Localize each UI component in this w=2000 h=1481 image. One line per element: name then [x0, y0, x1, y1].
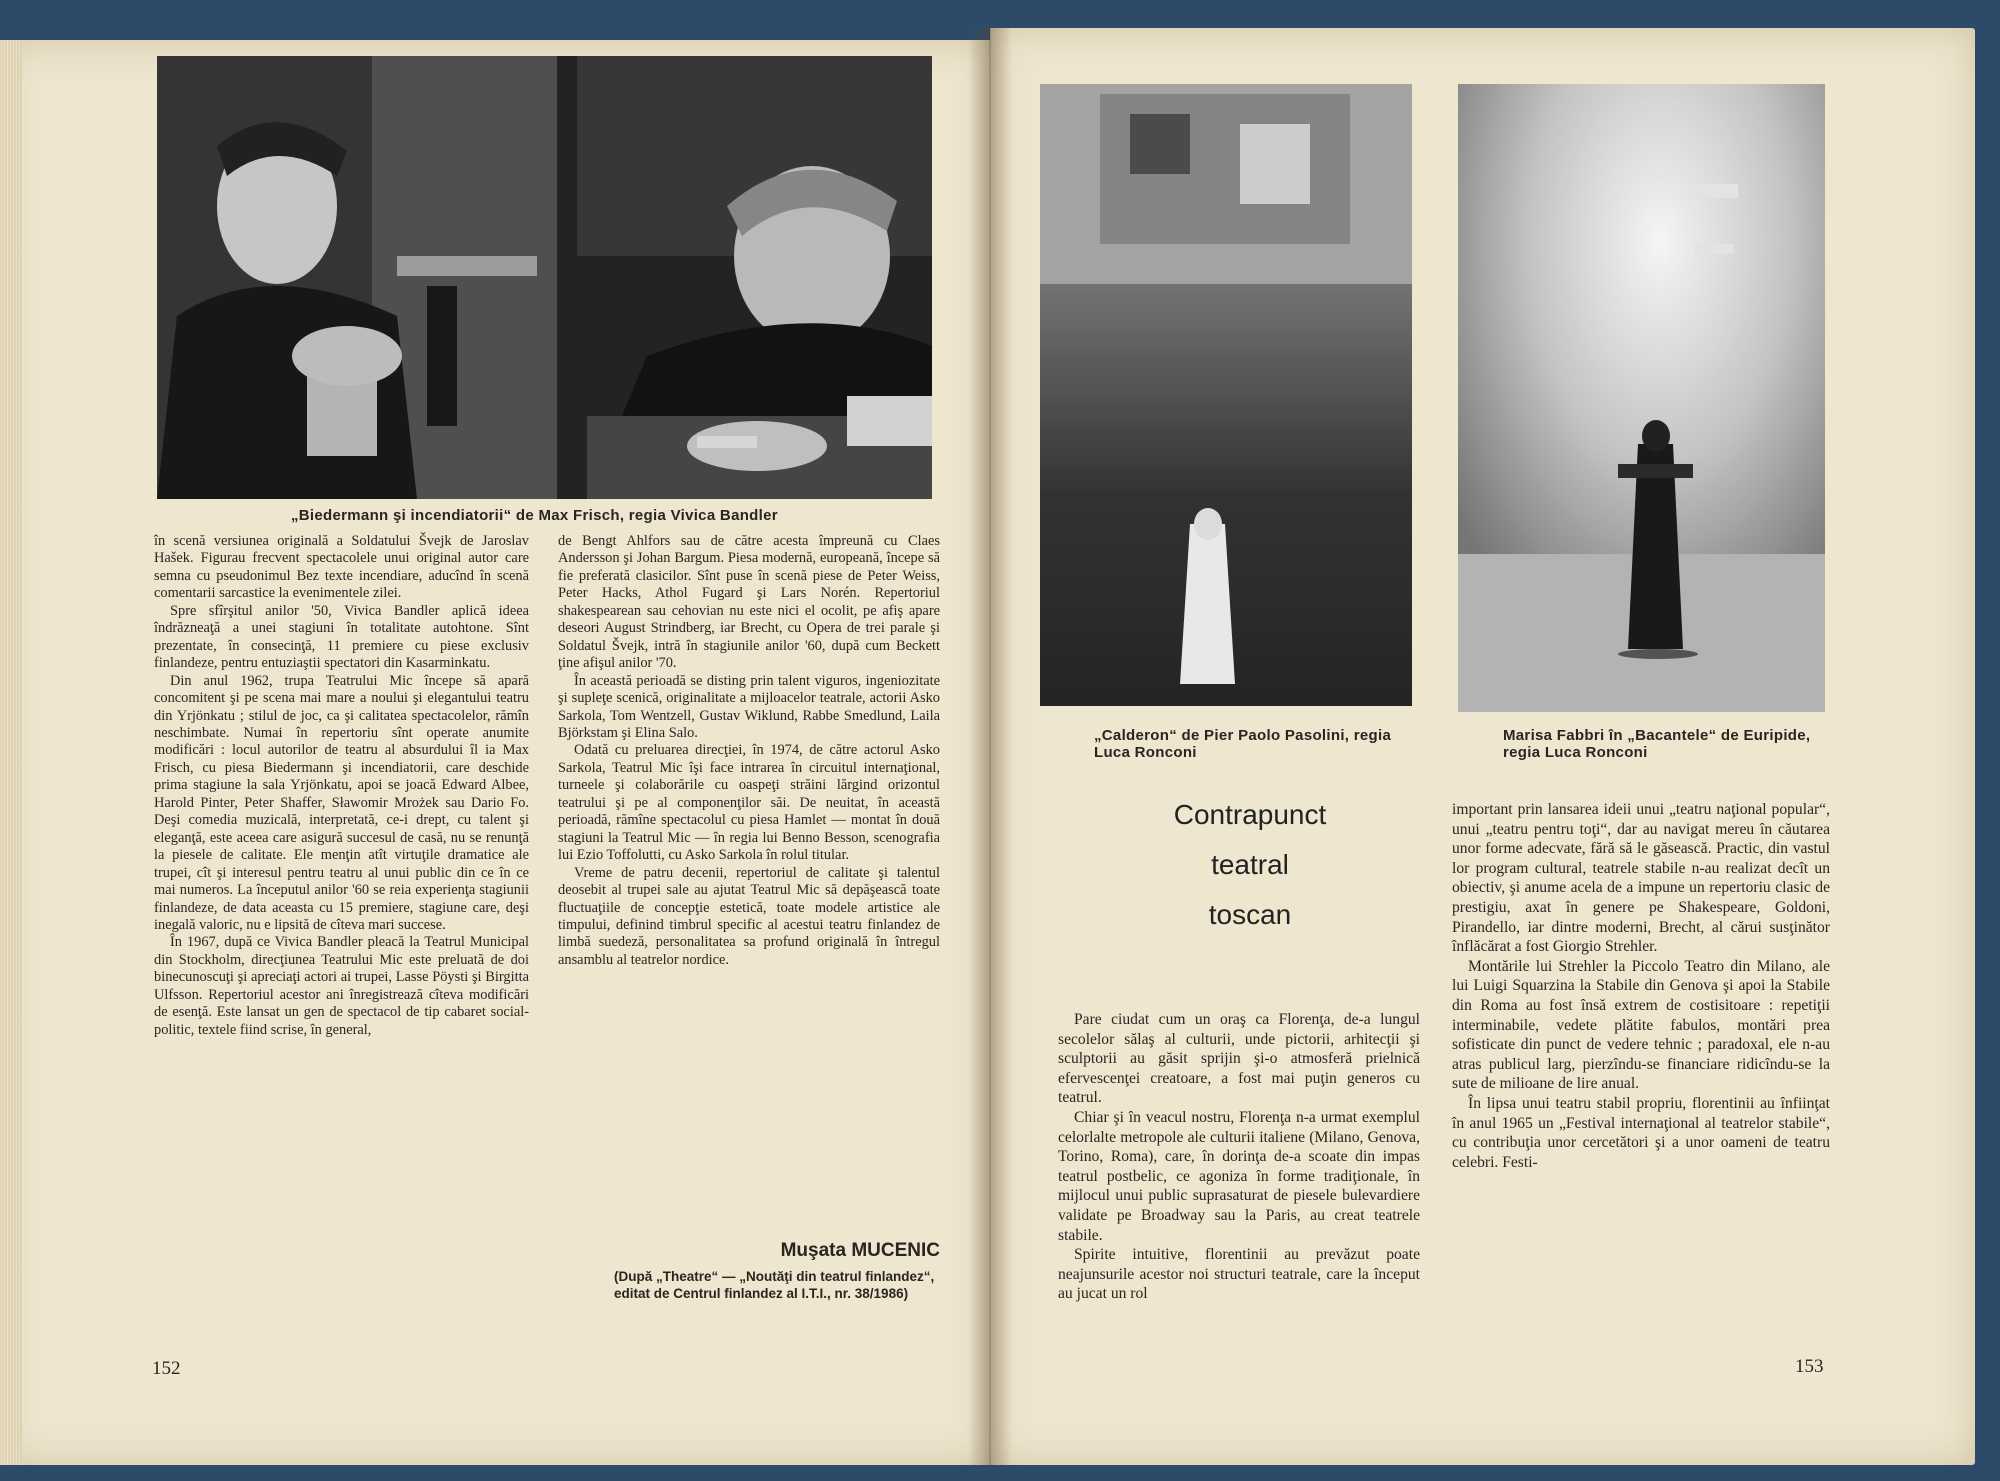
left-column-1: [154, 533, 529, 1039]
article-source: (După „Theatre“ — „Noutăţi din teatrul finlandez“, editat de Centrul finlandez al I.T.I., nr. 38/1986): [614, 1269, 935, 1301]
title-line-3: toscan: [1208, 899, 1292, 930]
right-column-2: [1452, 800, 1830, 1172]
paragraph: Spirite intuitive, florentinii au prevăzut poate neajunsurile acestor noi structuri teatrale, care la început au jucat un rol: [1058, 1246, 1420, 1303]
paragraph: Montările lui Strehler la Piccolo Teatro din Milano, ale lui Luigi Squarzina la Stabile din Genova şi apoi la Stabile din Roma au fost însă extrem de costisitoare : repetiţii interminabile, vedete plătite fabulos, montări prea sofisticate din punct de vedere tehnic ; paradoxal, ele n-au atras publicul larg, pierzîndu-se financiare ridicîndu-se la sute de milioane de lire anual.: [1452, 957, 1830, 1093]
left-column-2: [558, 533, 940, 969]
paragraph: Vreme de patru decenii, repertoriul de calitate şi talentul deosebit al trupei sale au ajutat Teatrul Mic să depăşească toate fluctuaţiile de concepţie estetică, toate modele artistice ale timpului, definind timbrul specific al acestui teatru finlandez de limbă suedeză, personalitatea sa profund originală în întregul ansamblu al teatrelor nordice.: [558, 864, 940, 968]
caption-left: „Biedermann şi incendiatorii“ de Max Frisch, regia Vivica Bandler: [291, 507, 778, 524]
caption-bacantele: Marisa Fabbri în „Bacantele“ de Euripide, regia Luca Ronconi: [1503, 727, 1811, 761]
right-column-1: [1058, 1010, 1420, 1304]
paragraph: de Bengt Ahlfors sau de către acesta împreună cu Claes Andersson şi Johan Bargum. Piesa modernă, europeană, începe să fie preferată clasicilor. Sînt puse în scenă piese de Peter Weiss, Peter Hacks, Athol Fugard şi Lars Norén. Repertoriul shakespearean sau cehovian nu este nici el ocolit, pe afiş apare deseori August Strindberg, iar Brecht, cu Opera de trei parale şi Soldatul Švejk, intră în stagiunile anilor '60, după cum Beckett ţine afişul anilor '70.: [558, 533, 940, 672]
paragraph: în scenă versiunea originală a Soldatului Švejk de Jaroslav Hašek. Figurau frecvent spectacolele unui original autor care semna cu pseudonimul Bez texte incendiare, aducînd în scenă comentarii sarcastice la evenimentele zilei.: [154, 533, 529, 602]
paragraph: Spre sfîrşitul anilor '50, Vivica Bandler aplică ideea îndrăzneaţă a unei stagiuni în totalitate autohtone. Sînt prezentate, în consecinţă, 11 premiere cu piese exclusiv finlandeze, pentru entuziaştii spectatori din Kasarminkatu.: [154, 602, 529, 672]
article-author: Muşata MUCENIC: [780, 1240, 940, 1261]
page-number-right: 153: [1795, 1356, 1824, 1377]
paragraph: Chiar şi în veacul nostru, Florenţa n-a urmat exemplul celorlalte metropole ale culturii italiene (Milano, Genova, Torino, Roma), care, în dorinţa de-a scoate din impas teatrul postbelic, ce agoniza în forme tradiţionale, în mijlocul unui public suprasaturat de piesele bulevardiere validate pe Broadway sau la Paris, au creat teatrele stabile.: [1058, 1108, 1420, 1244]
title-line-2: teatral: [1211, 849, 1289, 880]
paragraph: Din anul 1962, trupa Teatrului Mic începe să apară concomitent şi pe scena mai mare a noului şi elegantului teatru din Yrjönkatu ; stilul de joc, ca şi calitatea spectacolelor, rămîn neschimbate. Numai în repertoriu sînt operate anumite modificări : locul autorilor de teatru al absurdului îl ia Max Frisch, cu piesa Biedermann şi incendiatorii, care deschide prima stagiune la sala Yrjönkatu, apoi se joacă Edward Albee, Harold Pinter, Peter Shaffer, Sławomir Mrożek sau Dario Fo. Deşi comedia muzicală, interpretată, ce-i drept, cu talent şi eleganţă, este aceea care asigură succesul de casă, nu se renunţă la piesele de calitate. Ele menţin atît virtuţile dramatice ale trupei, cît şi interesul pentru teatru al unui public din ce în ce mai numeros. La începutul anilor '60 se reia experienţa stagiunii finlandeze, de data aceasta cu 15 premiere, stagiune care, deşi inegală valoric, nu e lipsită de cîteva mari succese.: [154, 672, 529, 933]
photo-biedermann: [157, 56, 932, 499]
caption-calderon: „Calderon“ de Pier Paolo Pasolini, regia Luca Ronconi: [1094, 727, 1392, 761]
paragraph: În această perioadă se disting prin talent viguros, ingeniozitate şi supleţe scenică, originalitate a mijloacelor teatrale, actorii Asko Sarkola, Tom Wentzell, Gustav Wiklund, Rabbe Smedlund, Laila Björkstam şi Elina Salo.: [558, 672, 940, 741]
book-gutter: [968, 28, 1012, 1465]
article-title: [1060, 790, 1440, 940]
paragraph: important prin lansarea ideii unui „teatru naţional popular“, unui „teatru pentru toţi“, dar au navigat mereu în căutarea unor forme adecvate, fără să le găsească. Practic, din vastul lor program cultural, teatrele stabile n-au realizat decît un obiectiv, şi anume acela de a impune un repertoriu clasic de prestigiu, axat în genere pe Shakespeare, Goldoni, Pirandello, iar dintre moderni, Brecht, al cărui susţinător înflăcărat a fost Giorgio Strehler.: [1452, 801, 1830, 956]
photo-calderon: [1040, 84, 1412, 706]
paragraph: În 1967, după ce Vivica Bandler pleacă la Teatrul Municipal din Stockholm, direcţiunea Teatrului Mic este preluată de doi binecunoscuţi şi apreciaţi actori ai trupei, Lasse Pöysti şi Birgitta Ulfsson. Repertoriul acestor ani înregistrează cîteva modificări de esenţă. Este lansat un gen de spectacol de tip cabaret social-politic, textele fiind scrise, în general,: [154, 934, 529, 1038]
title-line-1: Contrapunct: [1173, 799, 1327, 830]
paragraph: Pare ciudat cum un oraş ca Florenţa, de-a lungul secolelor sălaş al culturii, unde pictorii, arhitecţii şi sculptorii au găsit sprijin şi-o atmosferă prielnică efervescenţei creatoare, a fost mai puţin generos cu teatrul.: [1058, 1011, 1420, 1107]
paragraph: În lipsa unui teatru stabil propriu, florentinii au înfiinţat în anul 1965 un „Festival internaţional al teatrelor stabile“, cu contribuţia unor cercetători şi a unor oameni de teatru celebri. Festi-: [1452, 1094, 1830, 1171]
photo-bacantele: [1458, 84, 1825, 712]
page-edges: [0, 40, 22, 1465]
page-number-left: 152: [152, 1358, 181, 1379]
paragraph: Odată cu preluarea direcţiei, în 1974, de către actorul Asko Sarkola, Teatrul Mic îşi face intrarea în circuitul internaţional, turneele şi colaborările cu oaspeţi străini lărgind orizontul teatrului şi pe al componenţilor săi. De neuitat, în această perioadă, rămîne spectacolul cu piesa Hamlet — montat în două stagiuni la Teatrul Mic — în regia lui Benno Besson, scenografia lui Ezio Toffolutti, cu Asko Sarkola în rolul titular.: [558, 742, 940, 864]
